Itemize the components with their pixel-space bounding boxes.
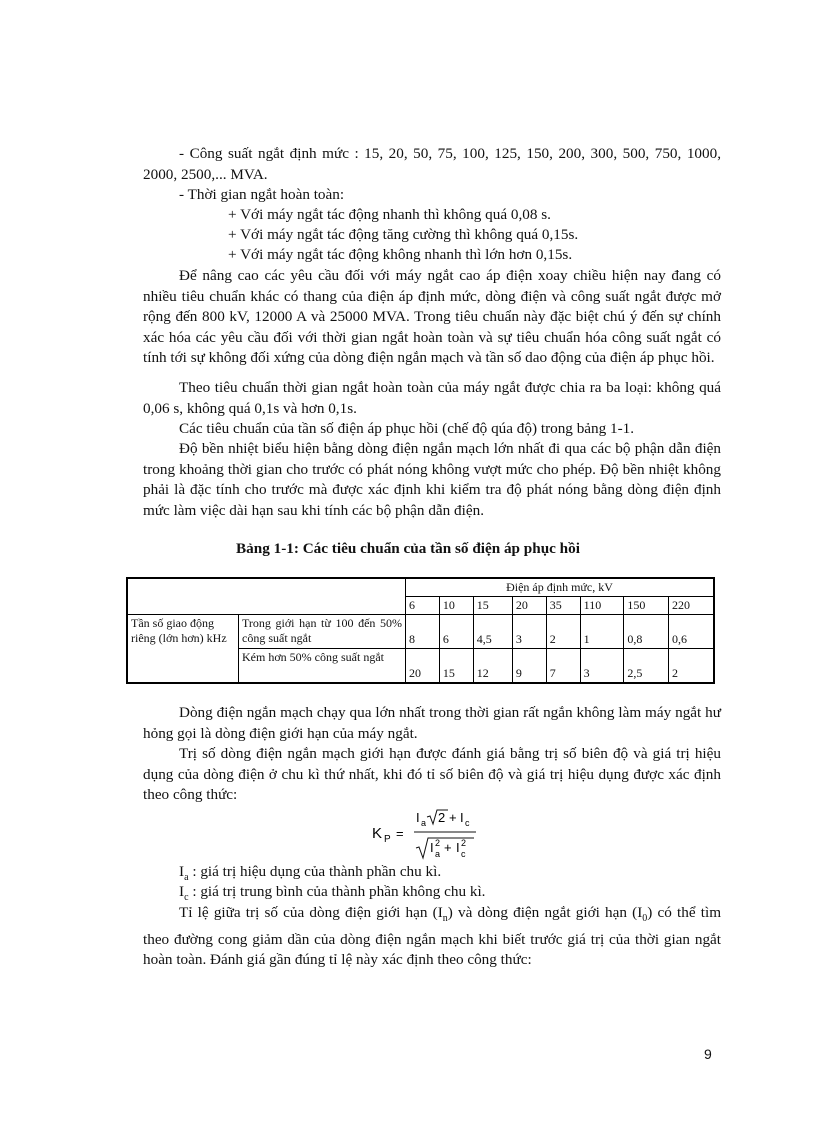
formula-den-ic-sup: 2 [461,838,467,848]
value-cell: 4,5 [473,615,512,649]
voltage-cell: 10 [439,597,473,615]
value-cell: 1 [580,615,624,649]
voltage-cell: 20 [512,597,546,615]
in-subscript: n [442,913,448,925]
paragraph-breaking-capacity: - Công suất ngắt định mức : 15, 20, 50, 75, 100, 125, 150, 200, 300, 500, 750, 1000, 2000, 2500,... MVA. [143,145,721,183]
bullet-enhanced: + Với máy ngắt tác động tăng cường thì không quá 0,15s. [228,226,579,243]
value-cell: 2 [546,615,580,649]
paragraph-three-types: Theo tiêu chuẩn thời gian ngắt hoàn toàn của máy ngắt được chia ra ba loại: không quá 0,06 s, không quá 0,1s và hơn 0,1s. [143,379,721,417]
formula-root2: 2 [438,810,446,825]
voltage-cell: 220 [668,597,714,615]
voltage-cell: 150 [624,597,669,615]
value-cell: 2 [668,649,714,683]
paragraph-current-ratio [143,903,721,971]
value-cell: 12 [473,649,512,683]
bullet-slow: + Với máy ngắt tác động không nhanh thì lớn hơn 0,15s. [228,246,573,263]
table-caption: Bảng 1-1: Các tiêu chuẩn của tần số điện áp phục hồi [236,540,580,557]
bullet-fast: + Với máy ngắt tác động nhanh thì không quá 0,08 s. [228,206,551,223]
value-cell: 20 [406,649,440,683]
i0-subscript: 0 [642,913,648,925]
formula-eq: = [396,826,404,841]
row1-label: Trong giới hạn từ 100 đến 50% công suất ngắt [239,615,406,649]
value-cell: 0,6 [668,615,714,649]
table-header: Điện áp định mức, kV [406,578,715,597]
voltage-cell: 35 [546,597,580,615]
paragraph-standards: Để nâng cao các yêu cầu đối với máy ngắt cao áp điện xoay chiều hiện nay đang có nhiều tiêu chuẩn khác có thang của điện áp định mức, dòng điện và công suất ngắt được mở rộng đến 800 kV, 12000 A và 25000 MVA. Trong tiêu chuẩn này đặc biệt chú ý đến sự chính xác hóa các yêu cầu đối với thời gian ngắt hoàn toàn và sự tiêu chuẩn hóa công suất ngắt có tính tới sự không đối xứng của dòng điện ngắn mạch và tần số dao động của điện áp phục hồi. [143,267,721,366]
value-cell: 8 [406,615,440,649]
value-cell: 3 [512,615,546,649]
formula-k: K [372,825,383,842]
recovery-frequency-table [126,577,715,684]
ic-text: : giá trị trung bình của thành phần không chu kì. [188,883,486,900]
ia-symbol: I [179,863,185,880]
p9-part-c: ) và dòng điện ngắt giới hạn (I [447,904,643,921]
ic-subscript: c [184,892,189,904]
formula-ia: I [416,810,420,825]
formula-ia-sub: a [421,818,427,828]
voltage-cell: 15 [473,597,512,615]
paragraph-ratio: Trị số dòng điện ngắn mạch giới hạn được đánh giá bằng trị số biên độ và giá trị hiệu dụng của dòng điện ở chu kì thứ nhất, khi đó tỉ số biên độ và giá trị hiệu dụng được xác định theo công thức: [143,745,721,803]
value-cell: 7 [546,649,580,683]
paragraph-thermal: Độ bền nhiệt biểu hiện bằng dòng điện ngắn mạch lớn nhất đi qua các bộ phận dẫn điện trong khoảng thời gian cho trước có phát nóng không vượt mức cho phép. Độ bền nhiệt không phải là đặc tính cho trước mà được xác định khi kiểm tra độ phát nóng bằng dòng điện định mức làm việc dài hạn sau khi tính các bộ phận dẫn điện. [143,440,721,519]
voltage-cell: 6 [406,597,440,615]
row2-label: Kém hơn 50% công suất ngắt [239,649,406,683]
paragraph-table-ref: Các tiêu chuẩn của tần số điện áp phục hồi (chế độ qúa độ) trong bảng 1-1. [179,420,635,437]
ia-subscript: a [184,872,189,884]
table-corner [127,578,406,615]
p9-part-e: ) có thể tìm theo đường cong giảm dần của dòng điện ngắn mạch khi biết trước giá trị của thời gian ngắt hoàn toàn. Đánh giá gần đúng tỉ lệ này xác định theo công thức: [143,904,722,969]
formula-den-ic: I [456,840,460,855]
formula-den-ia-sup: 2 [435,838,441,848]
value-cell: 9 [512,649,546,683]
paragraph-total-time: - Thời gian ngắt hoàn toàn: [179,186,345,203]
formula-ic-sub: c [465,818,470,828]
row-group-label: Tần số giao động riêng (lớn hơn) kHz [127,615,239,683]
p9-part-a: Tỉ lệ giữa trị số của dòng điện giới hạn (I [179,904,443,921]
formula-den-ia: I [430,840,434,855]
ic-symbol: I [179,883,185,900]
page-number: 9 [704,1046,712,1062]
value-cell: 0,8 [624,615,669,649]
formula-plus: + [449,810,457,825]
value-cell: 2,5 [624,649,669,683]
ia-text: : giá trị hiệu dụng của thành phần chu kì. [188,863,442,880]
formula-den-plus: + [444,840,452,855]
paragraph-limit-current: Dòng điện ngắn mạch chạy qua lớn nhất trong thời gian rất ngắn không làm máy ngắt hư hỏng gọi là dòng điện giới hạn của máy ngắt. [143,704,721,742]
value-cell: 3 [580,649,624,683]
value-cell: 15 [439,649,473,683]
kp-formula [370,808,490,860]
value-cell: 6 [439,615,473,649]
formula-den-ic-sub: c [461,849,466,859]
voltage-cell: 110 [580,597,624,615]
formula-den-ia-sub: a [435,849,441,859]
formula-ic: I [460,810,464,825]
formula-k-sub: P [384,834,391,845]
